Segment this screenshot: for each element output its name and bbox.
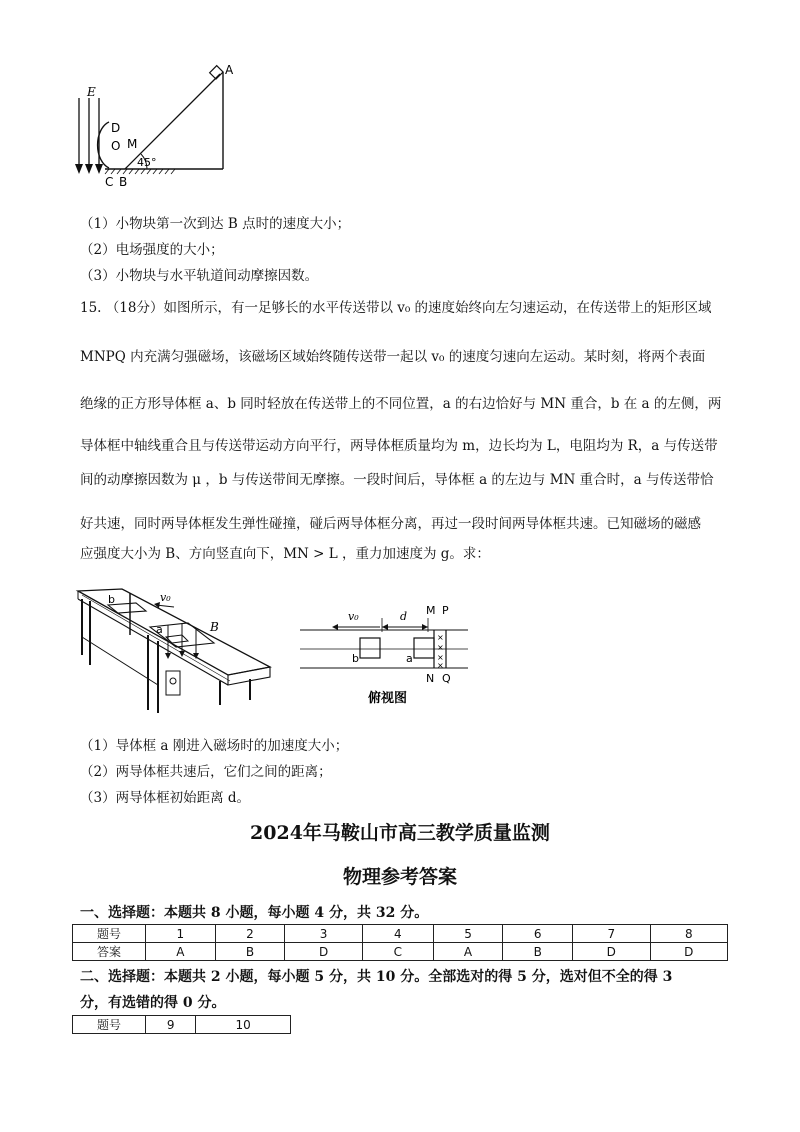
fig15-right-v0: v₀ [348, 610, 359, 623]
table-cell: C [362, 943, 433, 961]
label-E: E [87, 85, 96, 99]
q15-line3: 绝缘的正方形导体框 a、b 同时轻放在传送带上的不同位置，a 的右边恰好与 MN 重合，b 在 a 的左侧，两 [80, 396, 722, 412]
q15-sub2: （2）两导体框共速后，它们之间的距离； [80, 764, 332, 780]
q15-sub3: （3）两导体框初始距离 d。 [80, 790, 251, 806]
label-angle: 45° [137, 156, 157, 169]
q15-line6: 好共速，同时两导体框发生弹性碰撞，碰后两导体框分离，再过一段时间两导体框共速。已知磁场的磁感 [80, 516, 701, 532]
fig15-left-a: a [156, 623, 163, 636]
fig15-right-Q: Q [442, 672, 451, 685]
fig15-right-M: M [426, 604, 436, 617]
table-cell: 题号 [73, 925, 146, 943]
table-cell: 5 [433, 925, 503, 943]
table-cell: D [285, 943, 362, 961]
q14-sub1: （1）小物块第一次到达 B 点时的速度大小； [80, 216, 351, 232]
fig15-right-N: N [426, 672, 435, 685]
svg-text:×: × [437, 661, 444, 670]
table-cell: B [215, 943, 285, 961]
top-view-figure [300, 600, 470, 710]
fig15-caption: 俯视图 [368, 691, 408, 706]
table-cell: 3 [285, 925, 362, 943]
q15-line2: MNPQ 内充满匀强磁场，该磁场区域始终随传送带一起以 v₀ 的速度匀速向左运动。某时刻，将两个表面 [80, 349, 706, 365]
answer-table-1 [72, 924, 728, 961]
fig15-left-b: b [108, 593, 115, 606]
fig15-right-P: P [442, 604, 449, 617]
svg-text:×: × [437, 653, 444, 662]
table-cell: 答案 [73, 943, 146, 961]
table-cell: 4 [362, 925, 433, 943]
table-cell: 1 [146, 925, 216, 943]
svg-text:×: × [437, 643, 444, 652]
table-cell: D [573, 943, 650, 961]
q14-sub2: （2）电场强度的大小； [80, 242, 224, 258]
q15-line4: 导体框中轴线重合且与传送带运动方向平行，两导体框质量均为 m，边长均为 L，电阻均为 R，a 与传送带 [80, 438, 718, 454]
q15-line5: 间的动摩擦因数为 μ ，b 与传送带间无摩擦。一段时间后，导体框 a 的左边与 MN 重合时，a 与传送带恰 [80, 472, 714, 488]
table-cell: A [433, 943, 503, 961]
fig15-left-v0: v₀ [160, 591, 171, 604]
q15-line7: 应强度大小为 B、方向竖直向下，MN > L ，重力加速度为 g。求： [80, 546, 490, 562]
conveyor-belt-figure [70, 585, 275, 720]
answer-key-subtitle: 物理参考答案 [342, 866, 457, 888]
table-cell: 8 [650, 925, 727, 943]
svg-text:×: × [437, 633, 444, 642]
section1-heading: 一、选择题：本题共 8 小题，每小题 4 分，共 32 分。 [80, 905, 429, 921]
table-row [73, 925, 728, 943]
label-A: A [225, 63, 234, 77]
table-cell: B [503, 943, 573, 961]
table-cell: D [650, 943, 727, 961]
table-cell: 6 [503, 925, 573, 943]
table-row [73, 1016, 291, 1034]
fig15-right-b: b [352, 652, 359, 665]
table-cell: 9 [146, 1016, 196, 1034]
table-cell: 题号 [73, 1016, 146, 1034]
table-cell: 10 [196, 1016, 291, 1034]
fig15-left-B: B [210, 620, 219, 634]
table-row [73, 943, 728, 961]
q15-sub1: （1）导体框 a 刚进入磁场时的加速度大小； [80, 738, 349, 754]
incline-electric-field-figure [65, 60, 245, 190]
label-M: M [127, 137, 138, 151]
q15-line1: 15. （18分）如图所示，有一足够长的水平传送带以 v₀ 的速度始终向左匀速运动，在传送带上的矩形区域 [80, 300, 712, 316]
fig15-right-d: d [400, 610, 408, 623]
label-O: O [111, 139, 121, 153]
answer-table-2 [72, 1015, 291, 1034]
label-C: C [105, 175, 114, 189]
table-cell: 2 [215, 925, 285, 943]
label-D: D [111, 121, 121, 135]
section2-heading-line2: 分，有选错的得 0 分。 [80, 995, 226, 1011]
table-cell: 7 [573, 925, 650, 943]
q14-sub3: （3）小物块与水平轨道间动摩擦因数。 [80, 268, 319, 284]
section2-heading-line1: 二、选择题：本题共 2 小题，每小题 5 分，共 10 分。全部选对的得 5 分，选对但不全的得 3 [80, 969, 673, 985]
table-cell: A [146, 943, 216, 961]
answer-key-title: 2024年马鞍山市高三教学质量监测 [250, 822, 550, 844]
fig15-right-a: a [406, 652, 413, 665]
label-B: B [119, 175, 128, 189]
